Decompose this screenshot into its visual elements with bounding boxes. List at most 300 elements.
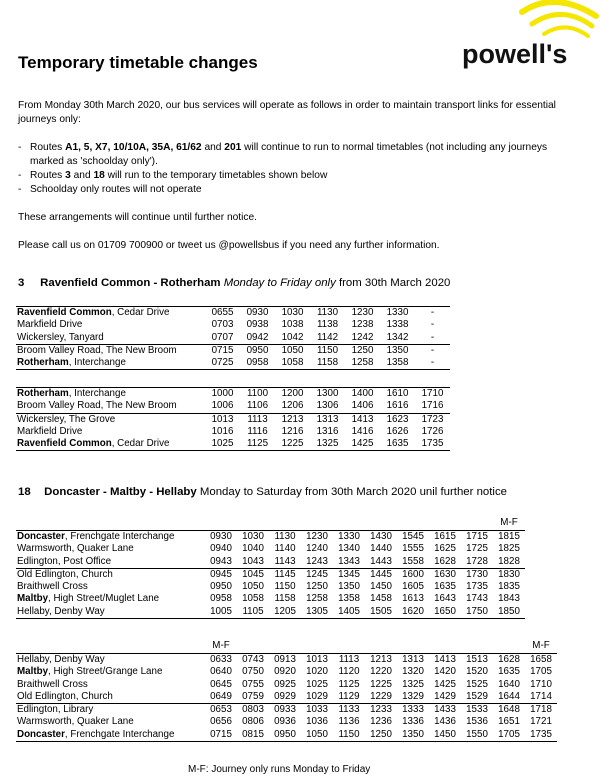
departure-time: 1628: [493, 654, 525, 667]
stop-detail: , Cedar Drive: [111, 307, 170, 318]
departure-time: 1230: [301, 531, 333, 544]
header-cell: [365, 639, 397, 654]
header-cell: [237, 516, 269, 531]
logo-wordmark: powell's: [462, 39, 568, 69]
page-title: Temporary timetable changes: [18, 53, 258, 72]
departure-time: 1413: [429, 654, 461, 667]
header-cell: [493, 639, 525, 654]
table-row: [16, 704, 557, 717]
header-cell: [461, 516, 493, 531]
departure-time: 1250: [345, 344, 380, 357]
table-row: [16, 679, 557, 691]
departure-time: 1325: [310, 438, 345, 451]
departure-time: 1100: [240, 388, 275, 401]
departure-time: 1640: [498, 678, 520, 690]
departure-time: 1815: [493, 531, 525, 544]
route-name: Ravenfield Common - Rotherham: [40, 277, 221, 289]
departure-time: 1416: [351, 425, 374, 437]
departure-time: 1106: [246, 400, 269, 412]
route-18-outbound-table: [16, 516, 525, 619]
header-cell: [301, 639, 333, 654]
table-row: [16, 716, 557, 728]
departure-time: 1113: [333, 654, 365, 667]
route-3-heading: [18, 277, 450, 289]
departure-time: 0715: [205, 729, 237, 742]
departure-time: 1305: [301, 606, 333, 619]
departure-time: 0815: [237, 729, 269, 742]
departure-time: 1725: [466, 543, 488, 555]
departure-time: 1605: [402, 581, 424, 593]
departure-time: 0653: [205, 704, 237, 717]
departure-time: 1143: [274, 555, 296, 567]
departure-time: 1313: [310, 413, 345, 426]
departure-time: 1129: [338, 690, 360, 702]
stop-name: [16, 543, 205, 555]
stop-town: Doncaster: [17, 728, 65, 740]
stop-detail: , High Street/Grange Lane: [48, 666, 163, 678]
departure-time: 1735: [415, 438, 450, 451]
departure-time: -: [430, 331, 435, 343]
table-row: [16, 332, 450, 345]
departure-time: 1610: [380, 388, 415, 401]
departure-time: 0930: [240, 307, 275, 320]
stop-town: Ravenfield Common: [17, 438, 112, 450]
powells-logo: [460, 0, 600, 72]
departure-time: 1533: [461, 704, 493, 717]
stop-name: [16, 704, 205, 717]
departure-time: 1013: [205, 413, 240, 426]
stop-name: [16, 438, 205, 451]
stop-name: [16, 400, 205, 413]
contact-note: Please call us on 01709 700900 or tweet us @powellsbus if you need any further information.: [18, 240, 440, 251]
departure-time: 1336: [402, 716, 424, 728]
departure-time: 0707: [211, 331, 234, 343]
list-text: and: [201, 142, 225, 153]
departure-time: 1125: [338, 678, 360, 690]
departure-time: -: [415, 357, 450, 370]
route-status-list: [18, 141, 578, 197]
stop-detail: , High Street/Muglet Lane: [48, 593, 160, 605]
table-header-row: [16, 639, 557, 654]
departure-time: 1735: [525, 729, 557, 742]
route-days: Monday to Friday only: [223, 277, 336, 289]
departure-time: 1216: [281, 425, 304, 437]
departure-time: 1520: [466, 666, 488, 678]
departure-time: 1513: [461, 654, 493, 667]
route-numbers: A1, 5, X7, 10/10A, 35A, 61/62: [65, 142, 202, 153]
route-start-date: from 30th March 2020: [338, 277, 451, 289]
departure-time: 1225: [370, 678, 392, 690]
table-row: [16, 568, 525, 581]
departure-time: 1705: [530, 666, 552, 678]
stop-name: [16, 426, 205, 438]
table-row: [16, 319, 450, 331]
departure-time: 1443: [370, 555, 392, 567]
departure-time: 1600: [397, 568, 429, 581]
table-row: [16, 388, 450, 401]
departure-time: 1133: [333, 704, 365, 717]
list-text: will run to the temporary timetables shown below: [104, 170, 328, 181]
departure-time: 1716: [421, 400, 444, 412]
departure-time: 0759: [242, 690, 264, 702]
stop-detail: Markfield Drive: [17, 319, 83, 331]
header-cell: [269, 516, 301, 531]
departure-time: 1413: [345, 413, 380, 426]
departure-time: 1258: [345, 357, 380, 370]
table-row: [16, 606, 525, 619]
departure-time: 1158: [310, 357, 345, 370]
stop-detail: Braithwell Cross: [17, 581, 88, 593]
departure-time: 1316: [316, 425, 339, 437]
departure-time: 1236: [370, 716, 392, 728]
departure-time: 1505: [365, 606, 397, 619]
departure-time: 1258: [306, 593, 328, 605]
stop-name: [16, 729, 205, 742]
departure-time: 1400: [345, 388, 380, 401]
departure-time: 1158: [274, 593, 296, 605]
departure-time: 1050: [301, 729, 333, 742]
stop-name: [16, 344, 205, 357]
header-cell: [16, 639, 205, 654]
departure-time: 1042: [281, 331, 304, 343]
departure-time: 1125: [240, 438, 275, 451]
departure-time: 1030: [275, 307, 310, 320]
departure-time: 0950: [210, 581, 232, 593]
departure-time: 0925: [274, 678, 296, 690]
list-item: [18, 169, 578, 183]
departure-time: 0633: [205, 654, 237, 667]
departure-time: 1345: [333, 568, 365, 581]
stop-detail: , Frenchgate Interchange: [64, 728, 175, 740]
header-cell: [269, 639, 301, 654]
departure-time: 1643: [434, 593, 456, 605]
header-cell: [205, 516, 237, 531]
departure-time: 1529: [466, 690, 488, 702]
departure-time: 1445: [365, 568, 397, 581]
departure-time: 1343: [338, 555, 360, 567]
departure-time: 1710: [530, 678, 552, 690]
departure-time: 1440: [370, 543, 392, 555]
departure-time: 1425: [434, 678, 456, 690]
stop-detail: , Interchange: [68, 357, 126, 369]
list-text: Routes: [30, 142, 66, 153]
departure-time: 1050: [275, 344, 310, 357]
stop-name: [16, 531, 205, 544]
departure-time: 1150: [274, 581, 296, 593]
stop-town: Ravenfield Common: [17, 307, 112, 318]
departure-time: 1200: [275, 388, 310, 401]
table-row: [16, 556, 525, 569]
departure-time: 1025: [306, 678, 328, 690]
intro-text: [18, 99, 578, 253]
table-row: [16, 307, 450, 320]
table-row: [16, 400, 450, 413]
route-18-heading: [18, 486, 507, 498]
departure-time: 1651: [498, 716, 520, 728]
departure-time: 1040: [242, 543, 264, 555]
header-cell: M-F: [500, 517, 518, 528]
departure-time: 1330: [333, 531, 365, 544]
departure-time: 1238: [351, 319, 374, 331]
route-numbers: 18: [93, 170, 105, 181]
departure-time: 0933: [269, 704, 301, 717]
departure-time: 1325: [402, 678, 424, 690]
departure-time: 1743: [466, 593, 488, 605]
departure-time: 1045: [237, 568, 269, 581]
departure-time: 1150: [333, 729, 365, 742]
departure-time: 1213: [365, 654, 397, 667]
departure-time: 1830: [493, 568, 525, 581]
stop-detail: , Frenchgate Interchange: [64, 531, 175, 542]
header-cell: [301, 516, 333, 531]
departure-time: 0715: [205, 344, 240, 357]
departure-time: 1025: [205, 438, 240, 451]
header-cell: [16, 516, 205, 531]
departure-time: -: [430, 319, 435, 331]
departure-time: 1555: [402, 543, 424, 555]
header-cell: [333, 639, 365, 654]
departure-time: 1013: [301, 654, 333, 667]
departure-time: 0958: [210, 593, 232, 605]
departure-time: 1644: [498, 690, 520, 702]
departure-time: 1710: [415, 388, 450, 401]
stop-detail: Edlington, Library: [17, 704, 94, 716]
departure-time: 1140: [274, 543, 296, 555]
departure-time: 1358: [338, 593, 360, 605]
list-text: Schoolday only routes will not operate: [30, 184, 202, 195]
departure-time: 1650: [429, 606, 461, 619]
departure-time: 1425: [345, 438, 380, 451]
departure-time: -: [415, 307, 450, 320]
departure-time: 1306: [316, 400, 339, 412]
header-cell: [237, 639, 269, 654]
departure-time: 1429: [434, 690, 456, 702]
departure-time: 1536: [466, 716, 488, 728]
stop-name: [16, 691, 205, 704]
departure-time: 1250: [365, 729, 397, 742]
header-cell: M-F: [532, 640, 550, 651]
departure-time: 0920: [274, 666, 296, 678]
departure-time: 1525: [466, 678, 488, 690]
route-number: 18: [18, 486, 31, 498]
departure-time: 1623: [380, 413, 415, 426]
table-row: [16, 531, 525, 544]
departure-time: 1545: [397, 531, 429, 544]
departure-time: 1130: [269, 531, 301, 544]
departure-time: 1436: [434, 716, 456, 728]
departure-time: 0655: [205, 307, 240, 320]
route-numbers: 201: [224, 142, 242, 153]
stop-town: Maltby: [17, 666, 49, 678]
departure-time: 1648: [493, 704, 525, 717]
departure-time: 1405: [333, 606, 365, 619]
stop-detail: Wickersley, Tanyard: [17, 331, 104, 343]
departure-time: 1320: [402, 666, 424, 678]
header-cell: [461, 639, 493, 654]
arrangements-note: These arrangements will continue until further notice.: [18, 212, 257, 223]
departure-time: 0945: [205, 568, 237, 581]
departure-time: 1728: [466, 555, 488, 567]
table-row: [16, 413, 450, 426]
stop-name: [16, 593, 205, 605]
route-3-inbound-table: [16, 387, 450, 451]
list-text: Routes: [30, 170, 66, 181]
stop-detail: Hellaby, Denby Way: [17, 605, 105, 617]
stop-name: [16, 357, 205, 370]
header-cell: [397, 639, 429, 654]
header-cell: [429, 639, 461, 654]
departure-time: 1550: [461, 729, 493, 742]
departure-time: 1726: [421, 425, 444, 437]
departure-time: 1625: [434, 543, 456, 555]
departure-time: 1433: [429, 704, 461, 717]
departure-time: 0725: [205, 357, 240, 370]
departure-time: 1250: [306, 581, 328, 593]
departure-time: 1843: [498, 593, 520, 605]
route-18-inbound-table: [16, 639, 557, 742]
departure-time: 1230: [345, 307, 380, 320]
departure-time: 0913: [269, 654, 301, 667]
departure-time: 1658: [525, 654, 557, 667]
departure-time: 1120: [338, 666, 360, 678]
departure-time: 1116: [247, 425, 268, 437]
departure-time: 1145: [269, 568, 301, 581]
route-days: Monday to Saturday from 30th March 2020 unil further notice: [199, 486, 507, 498]
departure-time: 1020: [306, 666, 328, 678]
stop-name: [16, 332, 205, 345]
departure-time: 1620: [397, 606, 429, 619]
route-3-outbound-table: [16, 306, 450, 370]
stop-name: [16, 716, 205, 728]
route-numbers: 3: [65, 170, 71, 181]
departure-time: 0929: [274, 690, 296, 702]
departure-time: 1030: [237, 531, 269, 544]
table-header-row: [16, 516, 525, 531]
intro-paragraph: From Monday 30th March 2020, our bus services will operate as follows in order to maintain transport links for essential journeys only:: [18, 100, 556, 125]
departure-time: 0806: [242, 716, 264, 728]
departure-time: 1635: [498, 666, 520, 678]
stop-detail: Broom Valley Road, The New Broom: [17, 344, 177, 356]
departure-time: 0938: [246, 319, 269, 331]
stop-detail: Warmsworth, Quaker Lane: [17, 716, 134, 728]
departure-time: 1138: [316, 319, 339, 331]
departure-time: 1615: [429, 531, 461, 544]
departure-time: 0750: [242, 666, 264, 678]
departure-time: 0930: [205, 531, 237, 544]
stop-detail: Markfield Drive: [17, 425, 83, 437]
departure-time: 1150: [310, 344, 345, 357]
departure-time: 1450: [370, 581, 392, 593]
departure-time: 1350: [338, 581, 360, 593]
list-item: [18, 141, 578, 169]
departure-time: 1735: [466, 581, 488, 593]
departure-time: 0743: [237, 654, 269, 667]
departure-time: 1005: [205, 606, 237, 619]
departure-time: 1723: [415, 413, 450, 426]
departure-time: 1205: [269, 606, 301, 619]
departure-time: 0958: [240, 357, 275, 370]
list-text: and: [70, 170, 94, 181]
stop-name: [16, 388, 205, 401]
departure-time: 1721: [530, 716, 552, 728]
departure-time: 0656: [210, 716, 232, 728]
departure-time: 1458: [370, 593, 392, 605]
header-cell: [397, 516, 429, 531]
bullet-dash: -: [18, 142, 22, 153]
stop-name: [16, 568, 205, 581]
header-cell: [333, 516, 365, 531]
stop-name: [16, 556, 205, 569]
stop-detail: Wickersley, The Grove: [17, 413, 116, 425]
departure-time: 1220: [370, 666, 392, 678]
stop-name: [16, 581, 205, 593]
departure-time: 1329: [402, 690, 424, 702]
footnote: M-F: Journey only runs Monday to Friday: [188, 764, 371, 775]
route-number: 3: [18, 277, 25, 289]
departure-time: 1233: [365, 704, 397, 717]
departure-time: 0940: [210, 543, 232, 555]
departure-time: 1850: [493, 606, 525, 619]
route-name: Doncaster - Maltby - Hellaby: [44, 486, 197, 498]
departure-time: 1229: [370, 690, 392, 702]
stop-detail: , Interchange: [68, 388, 126, 399]
stop-town: Maltby: [17, 593, 49, 605]
departure-time: 0942: [246, 331, 269, 343]
departure-time: 1628: [434, 555, 456, 567]
departure-time: 1828: [498, 555, 520, 567]
table-row: [16, 666, 557, 678]
table-row: [16, 426, 450, 438]
list-item: [18, 183, 578, 197]
departure-time: 1406: [351, 400, 374, 412]
departure-time: 1705: [493, 729, 525, 742]
departure-time: 1630: [429, 568, 461, 581]
departure-time: 1033: [301, 704, 333, 717]
departure-time: 1835: [498, 581, 520, 593]
departure-time: 1038: [281, 319, 304, 331]
stop-detail: Hellaby, Denby Way: [17, 654, 105, 665]
departure-time: 1058: [242, 593, 264, 605]
bullet-dash: -: [18, 184, 22, 195]
departure-time: 1300: [310, 388, 345, 401]
stop-name: [16, 654, 205, 667]
stop-town: Doncaster: [17, 531, 65, 542]
stop-town: Rotherham: [17, 357, 69, 369]
departure-time: 1136: [338, 716, 360, 728]
departure-time: 1245: [301, 568, 333, 581]
departure-time: 1050: [242, 581, 264, 593]
departure-time: -: [415, 344, 450, 357]
departure-time: 1825: [498, 543, 520, 555]
departure-time: 0755: [242, 678, 264, 690]
list-text: will continue to run to normal timetables (not including any journeys marked as 'schoolday only').: [30, 142, 548, 167]
departure-time: 1225: [275, 438, 310, 451]
departure-time: 0950: [269, 729, 301, 742]
departure-time: 1635: [434, 581, 456, 593]
stop-name: [16, 307, 205, 320]
departure-time: 1243: [306, 555, 328, 567]
stop-name: [16, 319, 205, 331]
departure-time: 1430: [365, 531, 397, 544]
stop-detail: Old Edlington, Church: [17, 690, 113, 702]
header-cell: [365, 516, 397, 531]
stop-detail: , Cedar Drive: [111, 438, 170, 450]
bullet-dash: -: [18, 170, 22, 181]
departure-time: 1730: [461, 568, 493, 581]
table-row: [16, 344, 450, 357]
table-row: [16, 691, 557, 704]
departure-time: 1715: [461, 531, 493, 544]
